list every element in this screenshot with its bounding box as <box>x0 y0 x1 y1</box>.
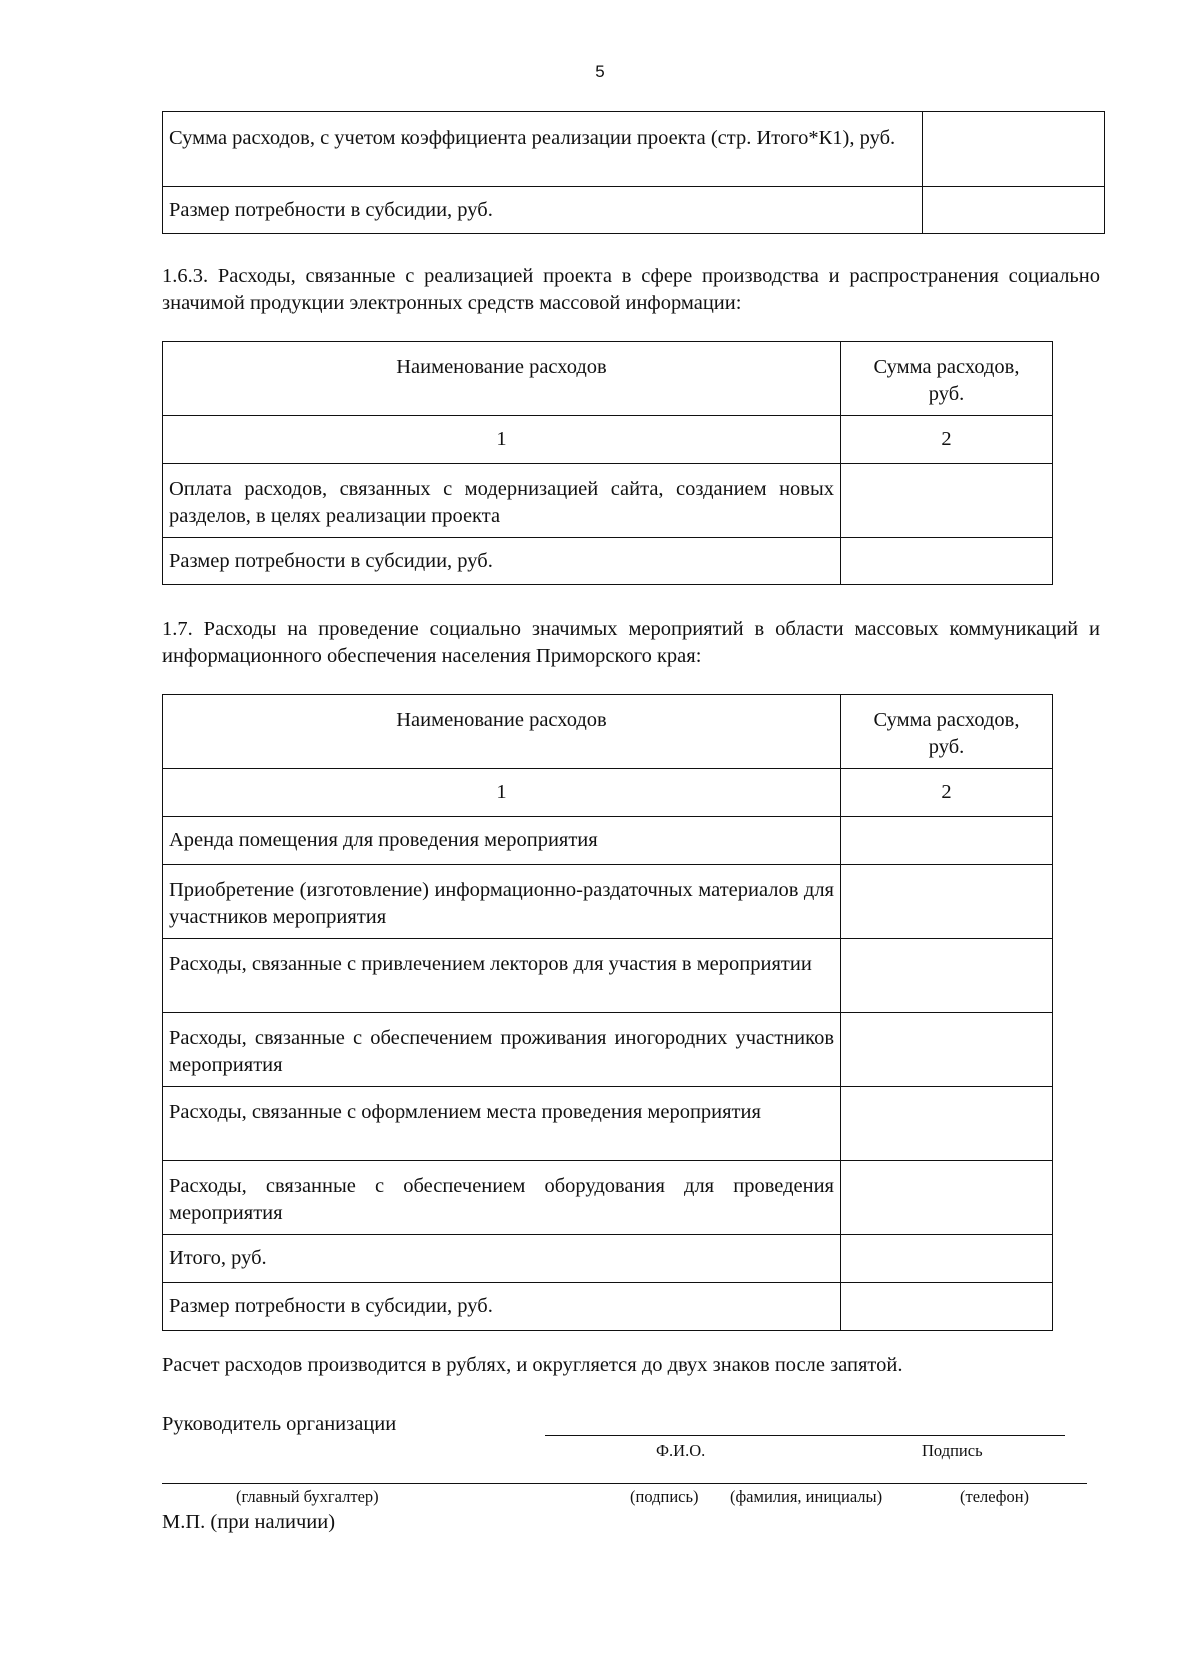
table-row <box>163 1235 1053 1283</box>
col-number-1: 1 <box>163 416 841 464</box>
table-row <box>163 817 1053 865</box>
table-cell: Расходы, связанные с обеспечением проживания иногородних участников мероприятия <box>163 1013 841 1087</box>
table-17 <box>162 694 1053 1331</box>
table-row <box>163 464 1053 538</box>
table-cell: Расходы, связанные с оформлением места проведения мероприятия <box>163 1087 841 1161</box>
table-row <box>163 112 1105 187</box>
table-cell: Размер потребности в субсидии, руб. <box>163 1283 841 1331</box>
table-row <box>163 187 1105 234</box>
podpis-caption: (подпись) <box>630 1487 699 1506</box>
table-cell-empty <box>841 1235 1053 1283</box>
accountant-caption: (главный бухгалтер) <box>236 1487 379 1506</box>
table-row <box>163 1013 1053 1087</box>
table-cell-empty <box>841 1013 1053 1087</box>
table-header-row <box>163 695 1053 769</box>
table-cell-empty <box>841 464 1053 538</box>
table-cell: Сумма расходов, с учетом коэффициента реализации проекта (стр. Итого*К1), руб. <box>163 112 923 187</box>
table-row <box>163 1161 1053 1235</box>
signature-line-accountant <box>162 1483 1087 1484</box>
table-row <box>163 1087 1053 1161</box>
table-cell: Размер потребности в субсидии, руб. <box>163 538 841 585</box>
head-of-organization-label: Руководитель организации <box>162 1413 397 1435</box>
table-163 <box>162 341 1053 585</box>
phone-caption: (телефон) <box>960 1487 1030 1506</box>
table-row <box>163 1283 1053 1331</box>
col-number-2: 2 <box>841 769 1053 817</box>
table-number-row <box>163 769 1053 817</box>
header-sum: Сумма расходов, руб. <box>841 695 1053 769</box>
familia-caption: (фамилия, инициалы) <box>730 1487 883 1506</box>
table-cell: Приобретение (изготовление) информационно-раздаточных материалов для участников мероприятия <box>163 865 841 939</box>
table-cell-empty <box>841 538 1053 585</box>
table-header-row <box>163 342 1053 416</box>
table-row <box>163 538 1053 585</box>
page-number: 5 <box>595 62 605 81</box>
table-cell-empty <box>841 1161 1053 1235</box>
section-17-heading: 1.7. Расходы на проведение социально значимых мероприятий в области массовых коммуникаций и информационного обеспечения населения Приморского края: <box>162 618 1100 667</box>
table-cell-empty <box>923 187 1105 234</box>
table-cell-empty <box>841 1087 1053 1161</box>
table-cell-empty <box>841 817 1053 865</box>
table-number-row <box>163 416 1053 464</box>
table-cell: Оплата расходов, связанных с модернизацией сайта, созданием новых разделов, в целях реализации проекта <box>163 464 841 538</box>
stamp-label: М.П. (при наличии) <box>162 1511 336 1533</box>
header-name: Наименование расходов <box>163 695 841 769</box>
table-cell-empty <box>923 112 1105 187</box>
table-cell-empty <box>841 1283 1053 1331</box>
section-163-heading: 1.6.3. Расходы, связанные с реализацией проекта в сфере производства и распространения социально значимой продукции электронных средств массовой информации: <box>162 265 1100 314</box>
signature-line-head <box>545 1435 1065 1436</box>
header-sum: Сумма расходов, руб. <box>841 342 1053 416</box>
col-number-1: 1 <box>163 769 841 817</box>
sign-caption: Подпись <box>922 1441 983 1460</box>
table-row <box>163 865 1053 939</box>
table-top <box>162 111 1105 234</box>
table-cell: Расходы, связанные с обеспечением оборудования для проведения мероприятия <box>163 1161 841 1235</box>
header-name: Наименование расходов <box>163 342 841 416</box>
table-cell-empty <box>841 865 1053 939</box>
table-cell: Аренда помещения для проведения мероприятия <box>163 817 841 865</box>
table-cell-empty <box>841 939 1053 1013</box>
table-cell: Размер потребности в субсидии, руб. <box>163 187 923 234</box>
table-row <box>163 939 1053 1013</box>
rounding-note: Расчет расходов производится в рублях, и округляется до двух знаков после запятой. <box>162 1354 903 1376</box>
table-cell: Расходы, связанные с привлечением лекторов для участия в мероприятии <box>163 939 841 1013</box>
fio-caption: Ф.И.О. <box>656 1441 706 1460</box>
col-number-2: 2 <box>841 416 1053 464</box>
table-cell: Итого, руб. <box>163 1235 841 1283</box>
